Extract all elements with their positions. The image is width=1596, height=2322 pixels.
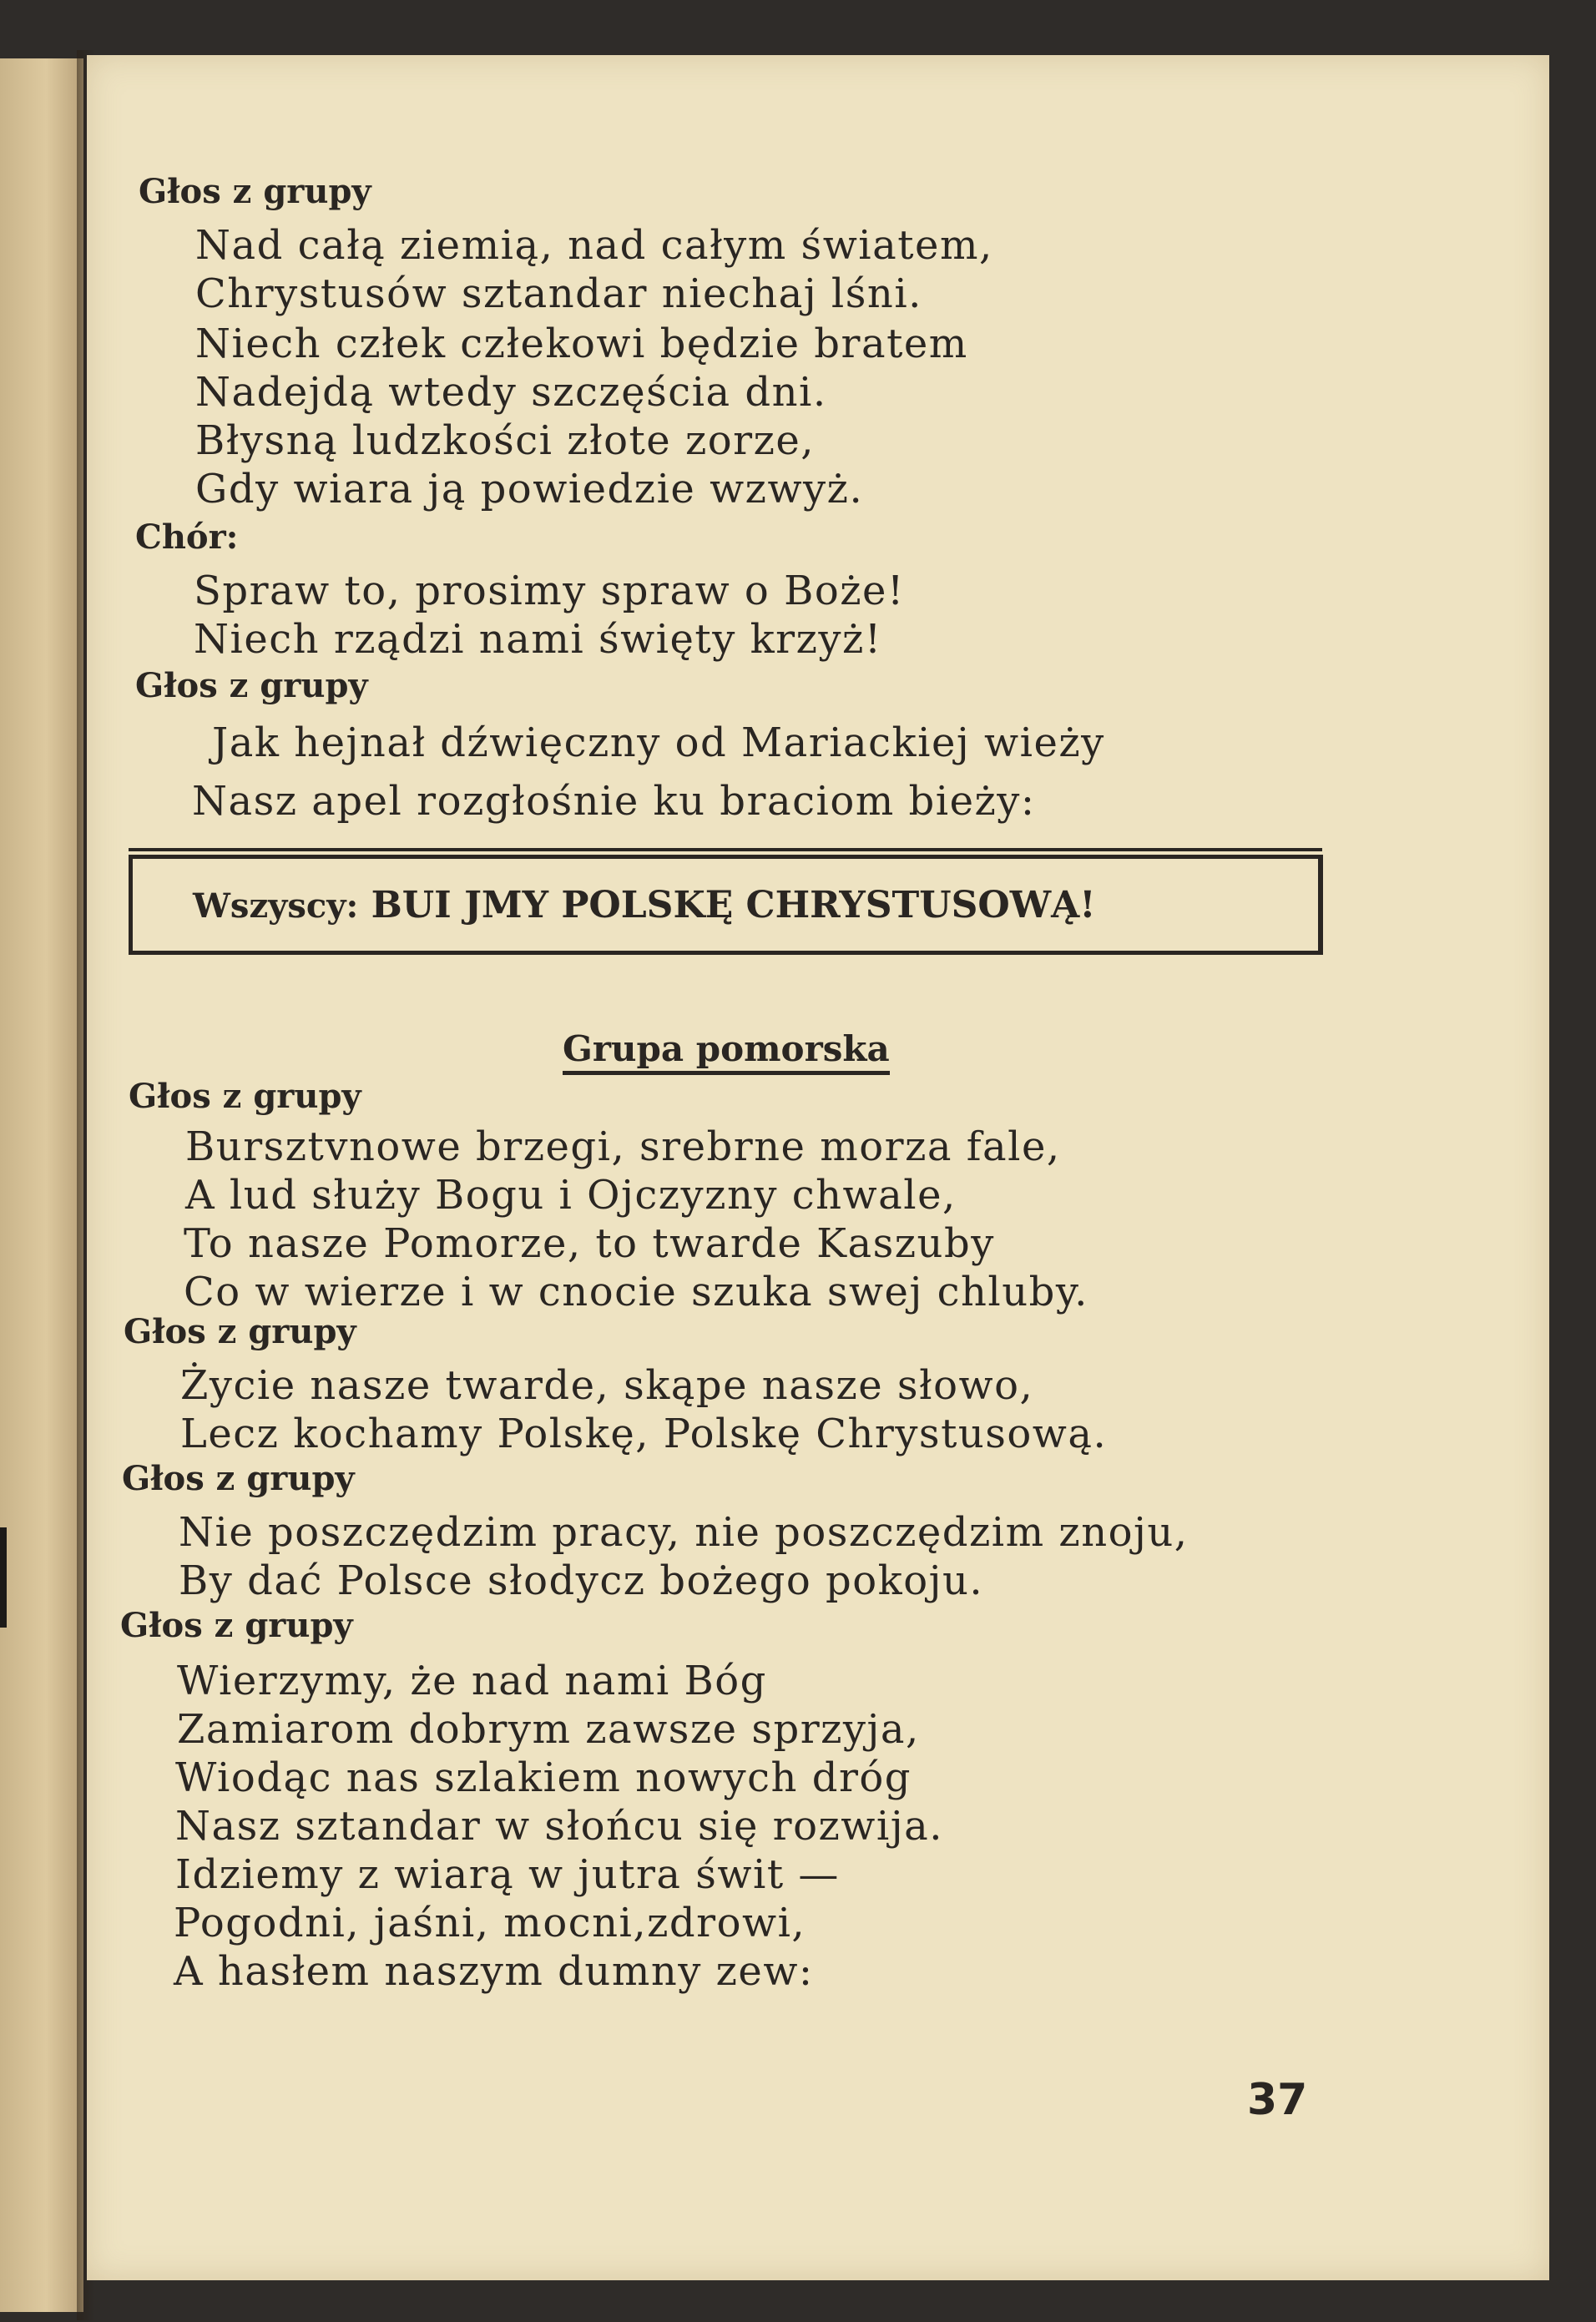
verse-line: To nasze Pomorze, to twarde Kaszuby (184, 1220, 995, 1267)
verse-line: Bursztvnowe brzegi, srebrne morza fale, (185, 1123, 1061, 1170)
verse-line: A lud służy Bogu i Ojczyzny chwale, (185, 1172, 957, 1219)
verse-line: Spraw to, prosimy spraw o Boże! (194, 568, 905, 614)
left-page-edge (0, 58, 83, 2312)
chorus-label: Chór: (135, 517, 239, 557)
verse-line: Nasz sztandar w słońcu się rozwija. (175, 1803, 943, 1850)
book-page (87, 55, 1549, 2280)
verse-line: Chrystusów sztandar niechaj lśni. (195, 270, 922, 317)
verse-line: Zamiarom dobrym zawsze sprzyja, (177, 1706, 920, 1753)
section-title: Grupa pomorska (563, 1028, 890, 1075)
speaker-label: Głos z grupy (122, 1459, 355, 1498)
verse-line: Nasz apel rozgłośnie ku braciom bieży: (192, 778, 1036, 825)
verse-line: Nad całą ziemią, nad całym światem, (195, 222, 993, 269)
page-number: 37 (1247, 2075, 1308, 2125)
verse-line: By dać Polsce słodycz bożego pokoju. (179, 1557, 984, 1604)
verse-line: A hasłem naszym dumny zew: (174, 1948, 814, 1995)
verse-line: Idziemy z wiarą w jutra świt — (175, 1851, 840, 1898)
verse-line: Nadejdą wtedy szczęścia dni. (195, 369, 827, 416)
all-voices-text: BUI JMY POLSKĘ CHRYSTUSOWĄ! (371, 884, 1096, 926)
verse-line: Niech człek człekowi będzie bratem (195, 321, 968, 367)
verse-line: Lecz kochamy Polskę, Polskę Chrystusową. (180, 1411, 1108, 1457)
verse-line: Nie poszczędzim pracy, nie poszczędzim znoju, (179, 1509, 1189, 1556)
speaker-label: Głos z grupy (139, 172, 371, 211)
speaker-label: Głos z grupy (120, 1606, 353, 1645)
verse-line: Wiodąc nas szlakiem nowych dróg (175, 1754, 912, 1801)
verse-line: Życie nasze twarde, skąpe nasze słowo, (180, 1362, 1034, 1409)
speaker-label: Głos z grupy (135, 666, 368, 705)
verse-line: Wierzymy, że nad nami Bóg (177, 1658, 767, 1704)
speaker-label: Głos z grupy (124, 1312, 356, 1351)
verse-line: Pogodni, jaśni, mocni,zdrowi, (174, 1900, 806, 1946)
verse-line: Niech rządzi nami święty krzyż! (194, 616, 882, 663)
all-voices-box (129, 855, 1323, 955)
verse-line: Gdy wiara ją powiedzie wzwyż. (195, 466, 864, 512)
all-voices-label: Wszyscy: (193, 886, 359, 926)
left-edge-marks (0, 1527, 12, 1636)
verse-line: Jak hejnał dźwięczny od Mariackiej wieży (212, 719, 1105, 766)
box-top-rule (129, 848, 1322, 851)
speaker-label: Głos z grupy (129, 1077, 361, 1116)
verse-line: Błysną ludzkości złote zorze, (195, 417, 816, 464)
all-voices-line (193, 884, 1096, 926)
verse-line: Co w wierze i w cnocie szuka swej chluby. (184, 1269, 1088, 1315)
